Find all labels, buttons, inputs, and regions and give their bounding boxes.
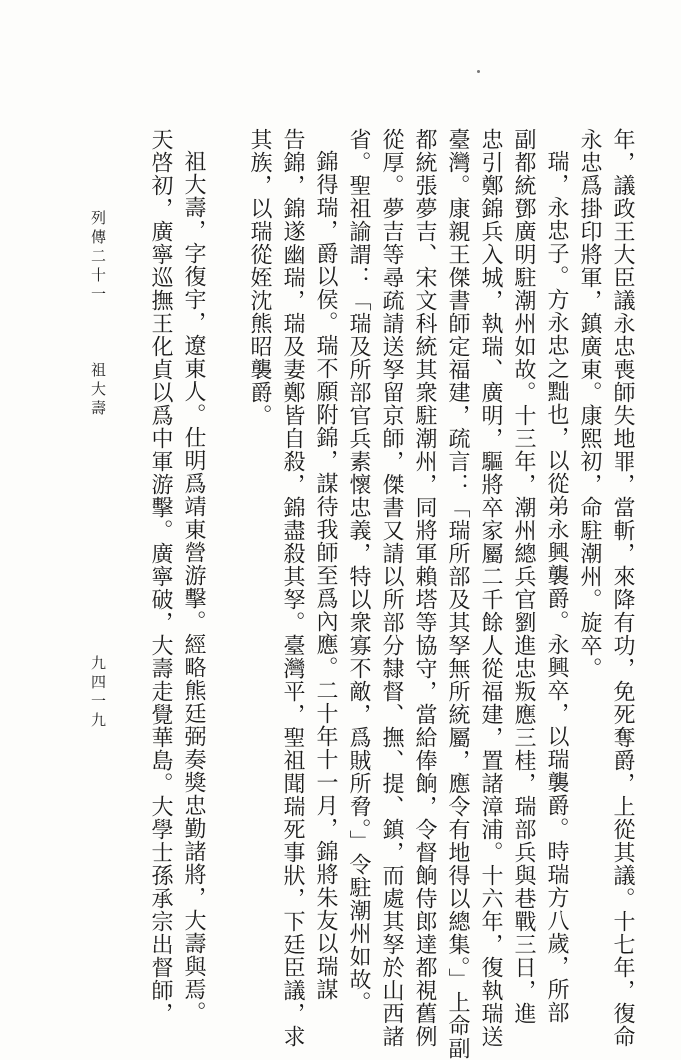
text-column: 祖大壽，字復宇，遼東人。仕明爲靖東營游擊。經略熊廷弼奏獎忠勤諸將，大壽與焉。: [181, 150, 206, 1024]
text-column: 臺灣。康親王傑書師定福建，疏言：「瑞所部及其孥無所統屬，應令有地得以總集。」上命副: [445, 128, 470, 1060]
page-number: 九四一九: [89, 655, 107, 731]
text-column: 忠引鄭錦兵入城，執瑞、廣明，驅將卒家屬二千餘人從福建，置諸漳浦。十六年，復執瑞送: [478, 128, 503, 1048]
text-column: 天啓初，廣寧巡撫王化貞以爲中軍游擊。廣寧破，大壽走覺華島。大學士孫承宗出督師，: [148, 128, 173, 1025]
section-label: 祖大壽: [89, 362, 107, 419]
text-column: 告錦，錦遂幽瑞，瑞及妻鄭皆自殺，錦盡殺其孥。臺灣平，聖祖聞瑞死事狀，下廷臣議，求: [280, 128, 305, 1048]
text-column: 錦得瑞，爵以侯。瑞不願附錦，謀待我師至爲內應。二十年十一月，錦將朱友以瑞謀: [313, 150, 338, 1001]
paper-speck: [477, 70, 480, 73]
text-column: 省。聖祖諭謂：「瑞及所部官兵素懷忠義，特以衆寡不敵，爲賊所脅。」令駐潮州如故。: [346, 128, 371, 1014]
text-column: 都統張夢吉、宋文科統其衆駐潮州，同將軍賴塔等協守，當給俸餉，令督餉侍郎達都視舊例: [412, 128, 437, 1048]
chapter-label: 列傳二十一: [89, 210, 107, 305]
text-column: 從厚。夢吉等尋疏請送孥留京師，傑書又請以所部分隸督、撫、提、鎮，而處其孥於山西諸: [379, 128, 404, 1048]
text-column: 其族，以瑞從姪沈熊昭襲爵。: [247, 128, 272, 427]
text-column: 瑞，永忠子。方永忠之黜也，以從弟永興襲爵。永興卒，以瑞襲爵。時瑞方八歲，所部: [544, 150, 569, 1024]
text-column: 永忠爲掛印將軍，鎮廣東。康熙初，命駐潮州。旋卒。: [577, 128, 602, 680]
text-column: 副都統鄧廣明駐潮州如故。十三年，潮州總兵官劉進忠叛應三桂，瑞部兵與巷戰三日，進: [511, 128, 536, 1025]
text-column: 年，議政王大臣議永忠喪師失地罪，當斬，來降有功，免死奪爵，上從其議。十七年，復命: [610, 128, 635, 1048]
